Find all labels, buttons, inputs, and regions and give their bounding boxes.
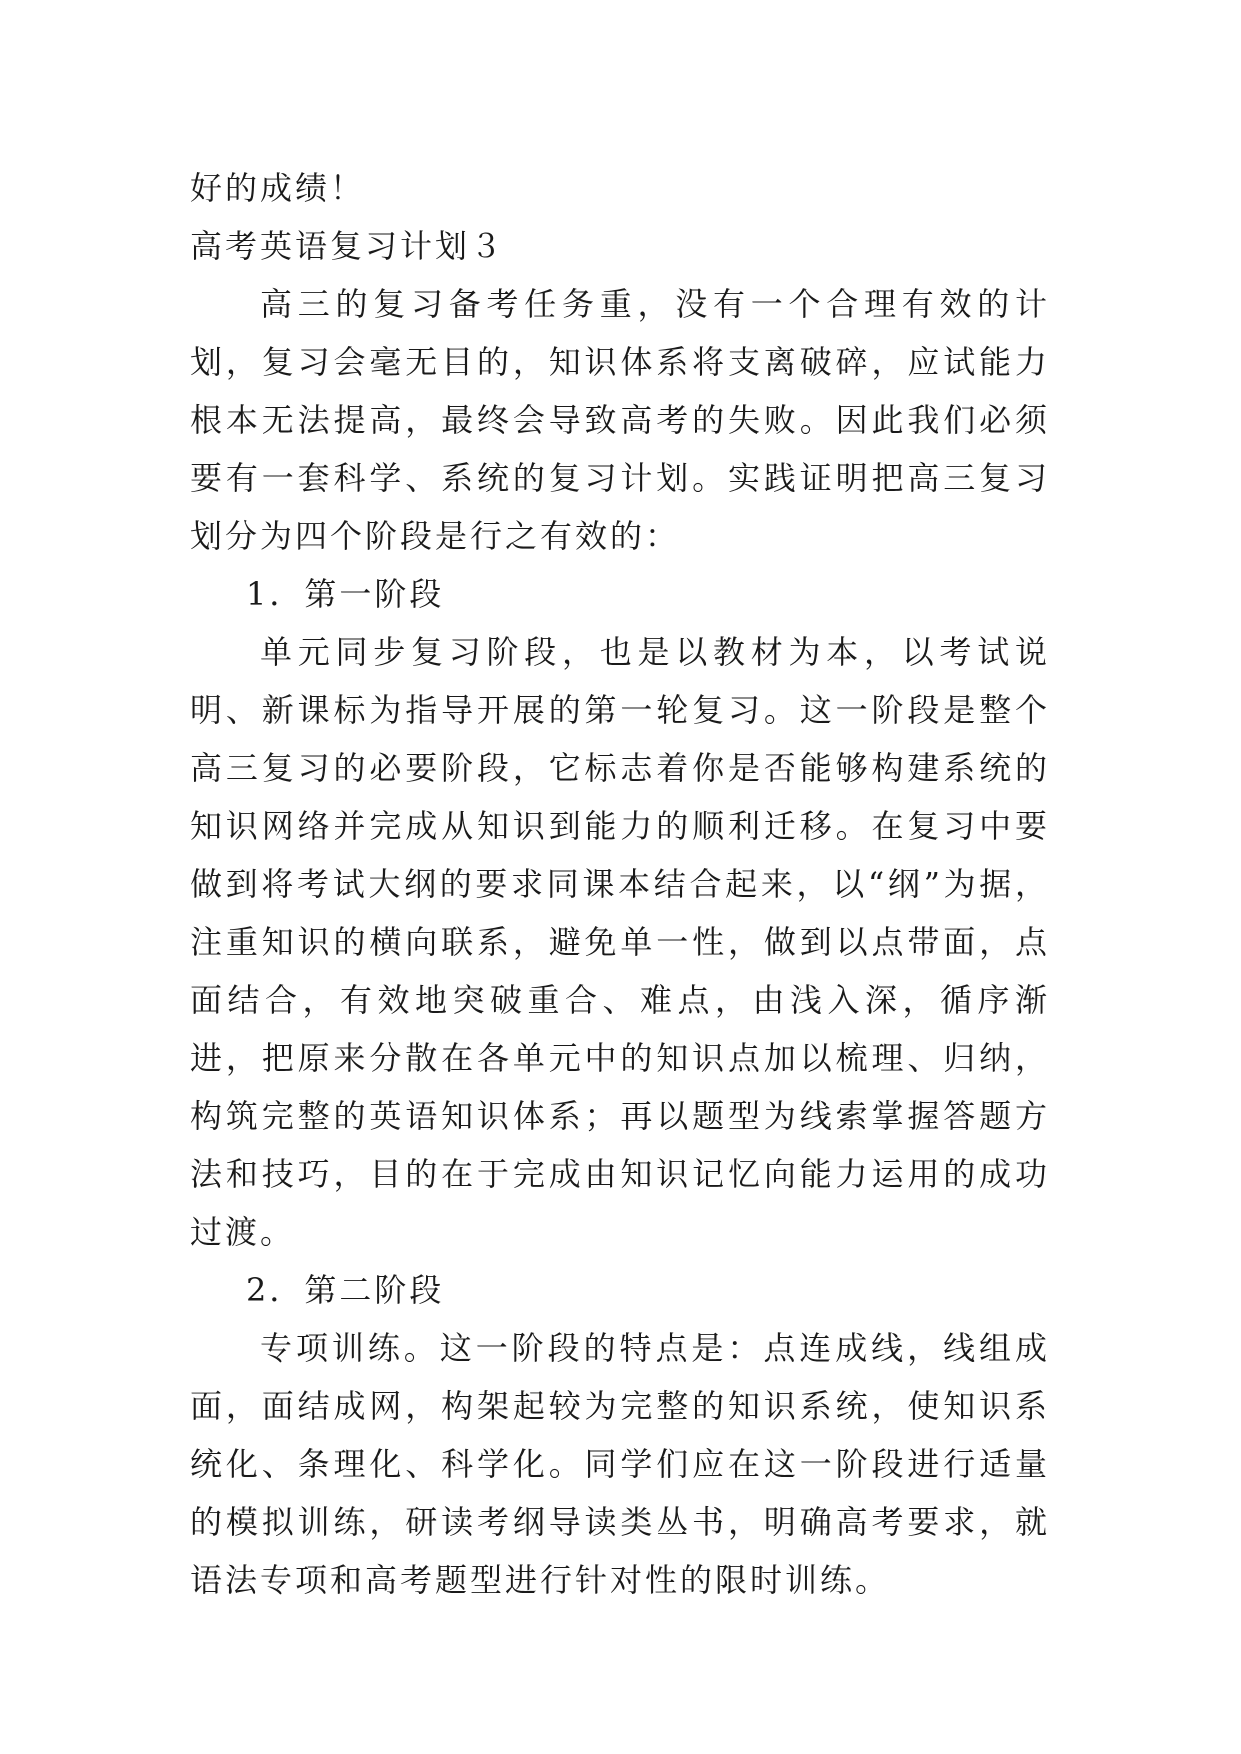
section-heading-stage-2: 2．第二阶段 bbox=[246, 1271, 445, 1309]
document-title: 高考英语复习计划３ bbox=[190, 227, 506, 265]
intro-paragraph: 高三的复习备考任务重，没有一个合理有效的计划，复习会毫无目的，知识体系将支离破碎，应试能力根本无法提高，最终会导致高考的失败。因此我们必须要有一套科学、系统的复习计划。实践证明把高三复习划分为四个阶段是行之有效的： bbox=[190, 285, 1050, 555]
section-body-stage-2: 专项训练。这一阶段的特点是：点连成线，线组成面，面结成网，构架起较为完整的知识系统，使知识系统化、条理化、科学化。同学们应在这一阶段进行适量的模拟训练，研读考纲导读类丛书，明确高考要求，就语法专项和高考题型进行针对性的限时训练。 bbox=[190, 1329, 1050, 1599]
section-body-stage-1: 单元同步复习阶段，也是以教材为本，以考试说明、新课标为指导开展的第一轮复习。这一阶段是整个高三复习的必要阶段，它标志着你是否能够构建系统的知识网络并完成从知识到能力的顺利迁移。在复习中要做到将考试大纲的要求同课本结合起来，以“纲”为据，注重知识的横向联系，避免单一性，做到以点带面，点面结合，有效地突破重合、难点，由浅入深，循序渐进，把原来分散在各单元中的知识点加以梳理、归纳，构筑完整的英语知识体系；再以题型为线索掌握答题方法和技巧，目的在于完成由知识记忆向能力运用的成功过渡。 bbox=[190, 633, 1050, 1251]
document-text-column bbox=[190, 159, 1050, 1609]
continuation-line: 好的成绩！ bbox=[190, 169, 366, 207]
section-heading-stage-1: 1．第一阶段 bbox=[246, 575, 445, 613]
